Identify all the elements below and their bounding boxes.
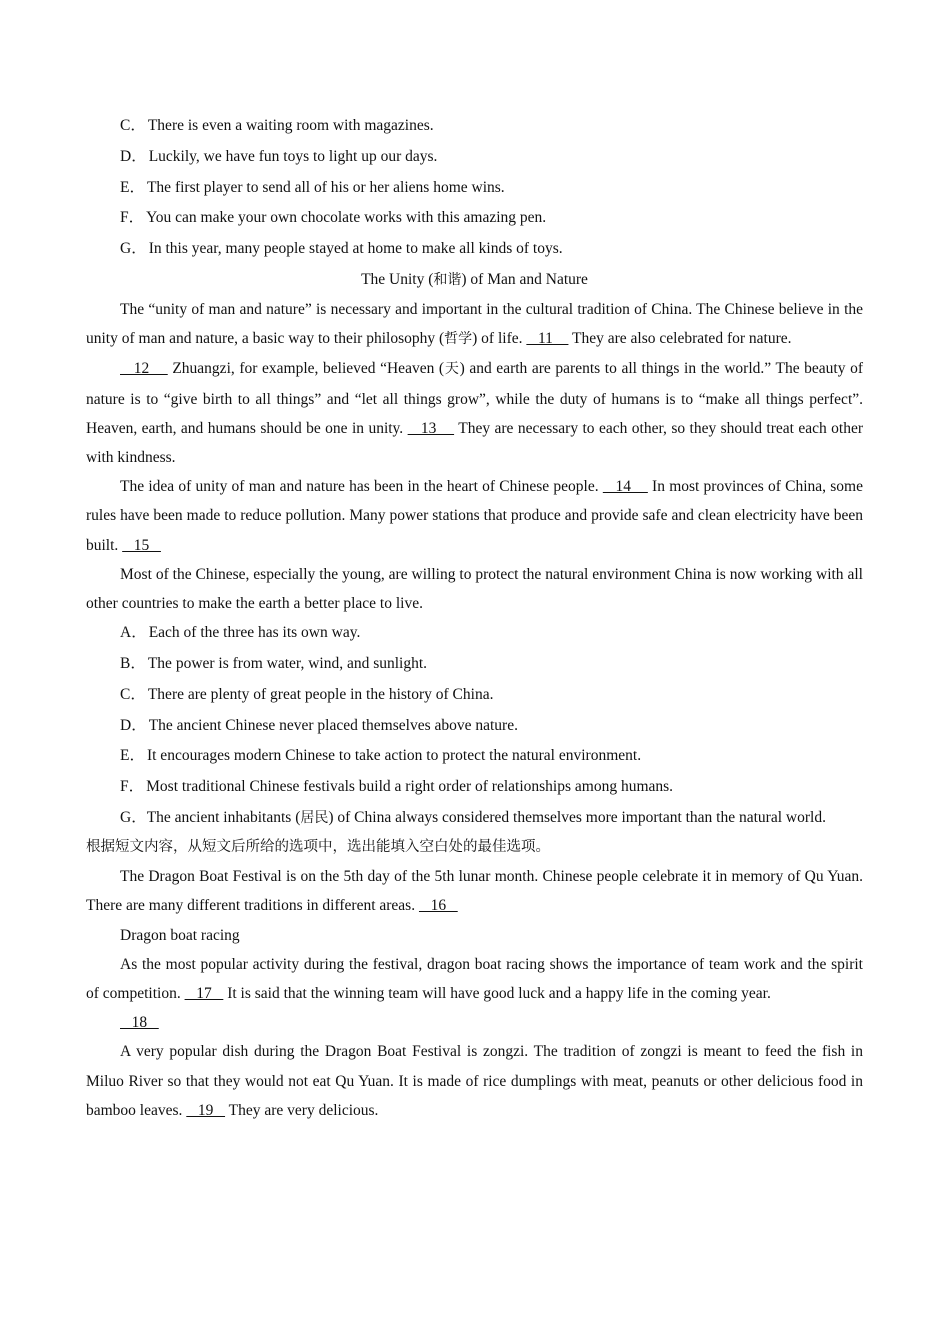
cjk-text: 居民: [300, 810, 329, 826]
text: They are necessary to each other, so they should treat each other with kindness.: [86, 419, 864, 466]
blank-11: 11: [526, 330, 569, 348]
option-text: The first player to send all of his or her aliens home wins.: [146, 178, 505, 196]
instruction-text: 根据短文内容，从短文后所给的选项中，选出能填入空白处的最佳选项。: [86, 839, 550, 856]
option-text: It encourages modern Chinese to take action to protect the natural environment.: [146, 747, 642, 765]
option-label: D．: [120, 147, 147, 165]
option-label: D．: [120, 716, 147, 734]
blank-12: 12: [120, 360, 168, 378]
option-text: Most traditional Chinese festivals build a right order of relationships among humans.: [146, 778, 674, 796]
text: The Dragon Boat Festival is on the 5th day of the 5th lunar month. Chinese people celebrate it in memory of Qu Yuan. There are many different traditions in different areas.: [86, 868, 863, 915]
option-text: The power is from water, wind, and sunlight.: [147, 655, 428, 673]
option-text: There is even a waiting room with magazines.: [147, 117, 434, 134]
option-c: [86, 111, 863, 142]
text: They are very delicious.: [225, 1101, 379, 1119]
text: They are also celebrated for nature.: [568, 330, 792, 348]
option-c: [86, 680, 863, 711]
option-label: C．: [120, 685, 146, 703]
option-label: E．: [120, 178, 145, 196]
option-label: F．: [120, 209, 145, 227]
text: ) and earth are parents to all things in the world.” The beauty of nature is to “give birth to all things” and “let all things grow”, while the duty of humans is to “make all things perfect”. Heaven, earth, and humans should be one in unity.: [86, 360, 864, 437]
passage2-paragraph-2: [86, 354, 863, 472]
option-g: [86, 803, 863, 833]
option-label: C．: [120, 117, 146, 134]
blank-19: 19: [186, 1101, 226, 1119]
title-text: The Unity (: [361, 270, 434, 288]
blank-13: 13: [407, 419, 455, 437]
option-text: Luckily, we have fun toys to light up our days.: [148, 147, 438, 165]
option-f: [86, 203, 863, 234]
option-e: [86, 741, 863, 772]
blank-16: 16: [418, 897, 458, 915]
cjk-text: 天: [444, 361, 460, 378]
title-cjk: 和谐: [433, 271, 462, 288]
option-e: [86, 173, 863, 204]
option-label: E．: [120, 747, 145, 765]
option-label: A．: [120, 624, 147, 642]
passage3-heading: Dragon boat racing: [120, 926, 240, 944]
option-d: [86, 142, 863, 173]
passage3-paragraph-3: [86, 1037, 863, 1125]
passage2-paragraph-3: [86, 472, 863, 560]
option-a: [86, 618, 863, 649]
option-text: The ancient inhabitants (: [146, 809, 301, 826]
blank-14: 14: [602, 478, 648, 496]
passage3-blank-18-line: [86, 1008, 863, 1037]
option-text: ) of China always considered themselves more important than the natural world.: [328, 809, 826, 826]
text: In most provinces of China, some rules have been made to reduce pollution. Many power stations that produce and provide safe and clean electricity have been built.: [86, 478, 863, 554]
passage3-paragraph-2: [86, 950, 863, 1008]
blank-17: 17: [184, 985, 224, 1003]
blank-18: 18: [120, 1014, 159, 1032]
passage2-options: [86, 618, 863, 833]
passage2-paragraph-4: Most of the Chinese, especially the young, are willing to protect the natural environment China is now working with all other countries to make the earth a better place to live.: [86, 565, 863, 613]
option-text: You can make your own chocolate works with this amazing pen.: [146, 209, 547, 227]
document-page: [86, 111, 863, 1125]
cjk-text: 哲学: [444, 331, 473, 348]
option-label: G．: [120, 240, 147, 258]
text: A very popular dish during the Dragon Boat Festival is zongzi. The tradition of zongzi is meant to feed the fish in Miluo River so that they would not eat Qu Yuan. It is made of rice dumplings with meat, peanuts or other delicious food in bamboo leaves.: [86, 1043, 863, 1119]
blank-15: 15: [122, 536, 161, 554]
option-d: [86, 711, 863, 742]
option-label: G．: [120, 809, 147, 826]
option-label: B．: [120, 655, 146, 673]
option-g: [86, 234, 863, 265]
text: The idea of unity of man and nature has been in the heart of Chinese people.: [120, 478, 603, 496]
text: Zhuangzi, for example, believed “Heaven (: [167, 360, 445, 378]
passage-title: [86, 265, 863, 295]
text: The “unity of man and nature” is necessary and important in the cultural tradition of China. The Chinese believe in the unity of man and nature, a basic way to their philosophy (: [86, 300, 863, 348]
text: ) of life.: [472, 330, 527, 348]
text: As the most popular activity during the festival, dragon boat racing shows the importance of team work and the spirit of competition.: [86, 955, 863, 1003]
option-text: In this year, many people stayed at home to make all kinds of toys.: [148, 240, 563, 258]
option-text: The ancient Chinese never placed themselves above nature.: [148, 716, 518, 734]
option-label: F．: [120, 778, 145, 796]
option-text: There are plenty of great people in the history of China.: [147, 685, 494, 703]
option-text: Each of the three has its own way.: [148, 624, 361, 642]
section1-options: [86, 111, 863, 265]
option-f: [86, 772, 863, 803]
option-b: [86, 649, 863, 680]
title-text-end: ) of Man and Nature: [461, 270, 588, 288]
passage2-paragraph-1: [86, 295, 863, 354]
text: It is said that the winning team will have good luck and a happy life in the coming year.: [223, 985, 771, 1003]
passage3-paragraph-1: [86, 862, 863, 920]
